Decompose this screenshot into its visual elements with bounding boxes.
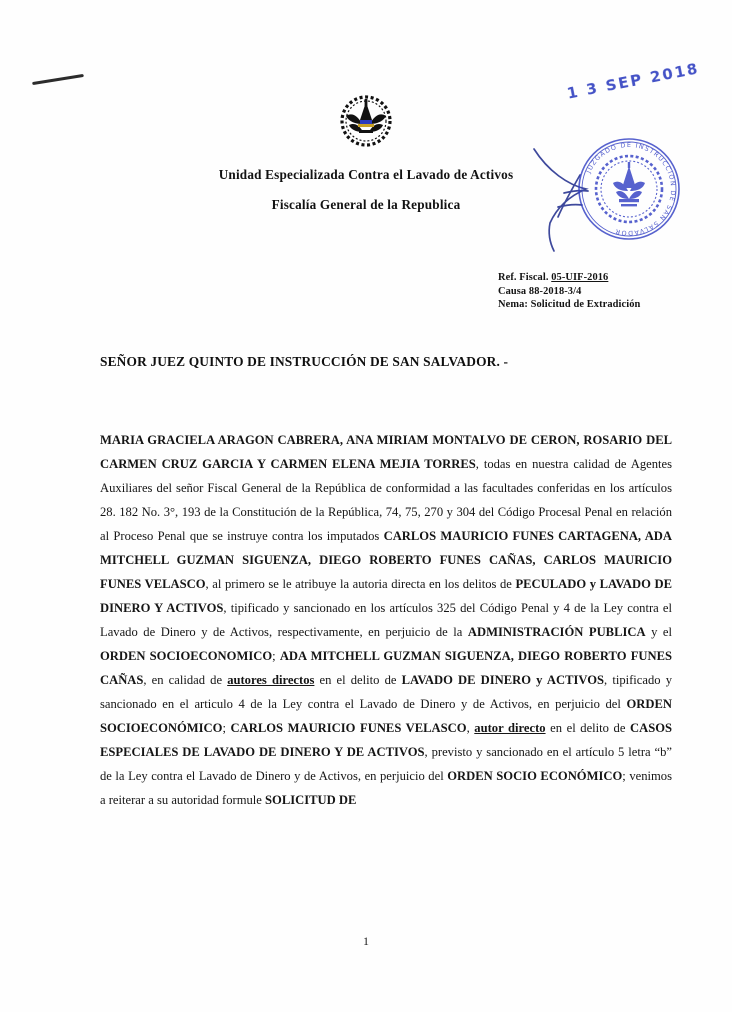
body-crime-1: PECULADO y LAVADO DE DINERO Y ACTIVOS bbox=[100, 577, 672, 615]
body-seg-18: ; bbox=[222, 721, 231, 735]
body-seg-10: ; bbox=[272, 649, 280, 663]
ref-fiscal-value: 05-UIF-2016 bbox=[551, 272, 609, 283]
body-request-label: SOLICITUD DE bbox=[265, 793, 357, 807]
body-victim-3: ORDEN SOCIOECONÓMICO bbox=[100, 697, 672, 735]
ref-fiscal-line bbox=[498, 271, 640, 285]
case-reference-block bbox=[498, 271, 640, 312]
body-defendant-names: CARLOS MAURICIO FUNES CARTAGENA, ADA MITCHELL GUZMAN SIGUENZA, DIEGO ROBERTO FUNES CAÑAS, CARLOS MAURICIO FUNES VELASCO bbox=[100, 529, 672, 591]
coat-of-arms-icon bbox=[338, 94, 394, 148]
document-body bbox=[100, 428, 672, 812]
page-number: 1 bbox=[363, 934, 369, 948]
body-seg-8: y el bbox=[645, 625, 673, 639]
body-seg-22: en el delito de bbox=[545, 721, 630, 735]
body-seg-2: , todas en nuestra calidad de Agentes Auxiliares del señor Fiscal General de la República de conformidad a las facultades conferidas en los artículos 28. 182 No. 3°, 193 de la Constitución de la República, 74, 75, 270 y 304 del Código Procesal Penal en relación al Proceso Penal que se instruye contra los imputados bbox=[100, 457, 672, 543]
ref-causa-line: Causa 88-2018-3/4 bbox=[498, 285, 582, 297]
svg-text:JUZGADO DE INSTRUCCION DE SAN: JUZGADO DE INSTRUCCION DE SAN SALVADOR bbox=[584, 140, 678, 238]
body-victim-1: ADMINISTRACIÓN PUBLICA bbox=[467, 625, 646, 639]
reception-date-stamp: 1 3 SEP 2018 bbox=[565, 59, 701, 103]
body-crime-3: CASOS ESPECIALES DE LAVADO DE DINERO Y DE ACTIVOS bbox=[100, 721, 672, 759]
body-seg-26: ; venimos a reiterar a su autoridad formule bbox=[100, 769, 673, 807]
addressee-heading: SEÑOR JUEZ QUINTO DE INSTRUCCIÓN DE SAN SALVADOR. - bbox=[100, 354, 509, 369]
body-defendant-3: CARLOS MAURICIO FUNES VELASCO bbox=[230, 721, 467, 735]
scan-artifact-mark bbox=[32, 74, 84, 85]
body-underlined-autor-directo: autor directo bbox=[474, 721, 546, 735]
body-victim-4: ORDEN SOCIO ECONÓMICO bbox=[447, 769, 623, 783]
body-seg-6: , tipificado y sancionado en los artículos 325 del Código Penal y 4 de la Ley contra el Lavado de Dinero y de Activos, respectivamente, en perjuicio de la bbox=[100, 601, 673, 639]
body-defendant-group-2: ADA MITCHELL GUZMAN SIGUENZA, DIEGO ROBERTO FUNES CAÑAS bbox=[100, 649, 672, 687]
body-petitioner-names: MARIA GRACIELA ARAGON CABRERA, ANA MIRIAM MONTALVO DE CERON, ROSARIO DEL CARMEN CRUZ GARCIA Y CARMEN ELENA MEJIA TORRES bbox=[100, 433, 672, 471]
body-seg-4: , al primero se le atribuye la autoria directa en los delitos de bbox=[205, 577, 516, 591]
body-paragraph bbox=[100, 428, 672, 812]
body-seg-20: , bbox=[466, 721, 475, 735]
ref-nema-line: Nema: Solicitud de Extradición bbox=[498, 299, 641, 311]
ref-fiscal-label: Ref. Fiscal. bbox=[498, 272, 549, 283]
body-seg-14: en el delito de bbox=[314, 673, 402, 687]
body-seg-24: , previsto y sancionado en el artículo 5 letra “b” de la Ley contra el Lavado de Dinero y de Activos, en perjuicio del bbox=[100, 745, 672, 783]
body-seg-16: , tipificado y sancionado en el articulo 4 de la Ley contra el Lavado de Dinero y de Activos, en perjuicio del bbox=[100, 673, 673, 711]
court-seal-stamp bbox=[573, 133, 685, 245]
body-seg-12: , en calidad de bbox=[143, 673, 228, 687]
header-title-line1: Unidad Especializada Contra el Lavado de Activos bbox=[218, 167, 514, 182]
body-victim-2: ORDEN SOCIOECONOMICO bbox=[100, 649, 273, 663]
body-underlined-autores-directos: autores directos bbox=[227, 673, 315, 687]
body-crime-2: LAVADO DE DINERO y ACTIVOS bbox=[401, 673, 605, 687]
header-title-line2: Fiscalía General de la Republica bbox=[271, 197, 461, 213]
